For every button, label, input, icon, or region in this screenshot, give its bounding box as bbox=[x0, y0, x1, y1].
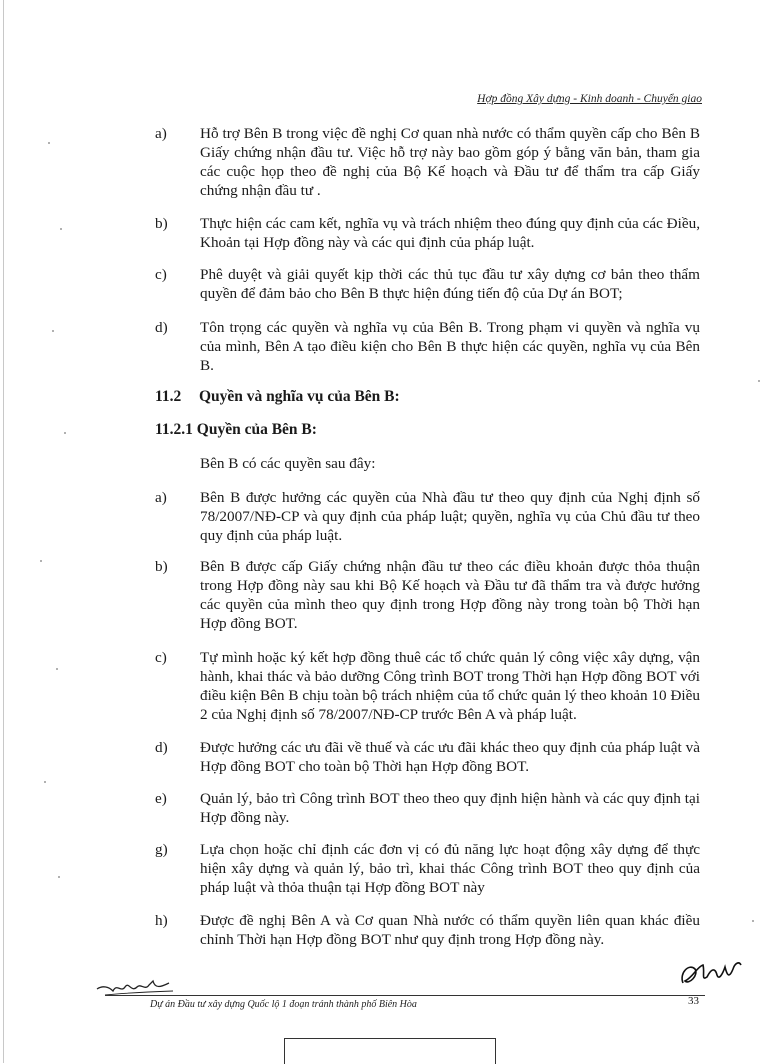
list-marker: d) bbox=[155, 739, 168, 756]
scan-speckle bbox=[56, 668, 58, 670]
list-marker: g) bbox=[155, 841, 168, 858]
list-item-text: Hỗ trợ Bên B trong việc đề nghị Cơ quan nhà nước có thẩm quyền cấp cho Bên B Giấy chứng nhận đầu tư. Việc hỗ trợ này bao gồm góp ý bằng văn bản, tham gia các cuộc họp theo đề nghị của Bộ Kế hoạch và Đầu tư để thẩm tra cấp Giấy chứng nhận đầu tư . bbox=[200, 125, 700, 199]
list-item bbox=[155, 648, 700, 724]
scan-speckle bbox=[48, 142, 50, 144]
list-item bbox=[155, 738, 700, 776]
list-item bbox=[155, 318, 700, 375]
list-item-text: Bên B được cấp Giấy chứng nhận đầu tư theo các điều khoản được thỏa thuận trong Hợp đồng này sau khi Bộ Kế hoạch và Đầu tư đã thẩm tra và được hưởng các quyền của mình theo quy định trong Hợp đồng này trong toàn bộ Thời hạn Hợp đồng BOT. bbox=[200, 558, 700, 632]
section-heading-11-2-1: 11.2.1 Quyền của Bên B: bbox=[155, 421, 317, 438]
scan-speckle bbox=[52, 330, 54, 332]
list-marker: a) bbox=[155, 125, 167, 142]
list-marker: c) bbox=[155, 649, 167, 666]
section-title: Quyền và nghĩa vụ của Bên B: bbox=[199, 388, 400, 405]
scan-speckle bbox=[40, 560, 42, 562]
section-heading-11-2 bbox=[155, 388, 400, 406]
initials-signature-right bbox=[675, 955, 745, 990]
list-item-text: Bên B được hưởng các quyền của Nhà đầu tư theo quy định của Nghị định số 78/2007/NĐ-CP và quy định của pháp luật; quyền, nghĩa vụ của Chủ đầu tư theo quy định của pháp luật. bbox=[200, 489, 700, 544]
list-marker: a) bbox=[155, 489, 167, 506]
list-item bbox=[155, 840, 700, 897]
list-item-text: Tôn trọng các quyền và nghĩa vụ của Bên B. Trong phạm vi quyền và nghĩa vụ của mình, Bên A tạo điều kiện cho Bên B thực hiện các quyền, nghĩa vụ của Bên B. bbox=[200, 319, 700, 374]
scan-speckle bbox=[752, 920, 754, 922]
page-number: 33 bbox=[688, 995, 699, 1007]
list-item-text: Lựa chọn hoặc chỉ định các đơn vị có đủ năng lực hoạt động xây dựng để thực hiện xây dựng và quản lý, bảo trì, khai thác Công trình BOT theo quy định của pháp luật và thỏa thuận tại Hợp đồng BOT này bbox=[200, 841, 700, 896]
scan-speckle bbox=[758, 380, 760, 382]
scan-speckle bbox=[44, 781, 46, 783]
list-item-text: Được đề nghị Bên A và Cơ quan Nhà nước có thẩm quyền liên quan khác điều chỉnh Thời hạn Hợp đồng BOT như quy định trong Hợp đồng này. bbox=[200, 912, 700, 948]
list-marker: b) bbox=[155, 558, 168, 575]
footer-project-name: Dự án Đầu tư xây dựng Quốc lộ 1 đoạn tránh thành phố Biên Hòa bbox=[150, 999, 417, 1010]
list-item bbox=[155, 557, 700, 633]
list-item bbox=[155, 488, 700, 545]
section-number: 11.2 bbox=[155, 388, 182, 405]
list-item bbox=[155, 214, 700, 252]
list-marker: d) bbox=[155, 319, 168, 336]
list-item bbox=[155, 124, 700, 200]
list-item-text: Quản lý, bảo trì Công trình BOT theo theo quy định hiện hành và các quy định tại Hợp đồng này. bbox=[200, 790, 700, 826]
running-header: Hợp đồng Xây dựng - Kinh doanh - Chuyển giao bbox=[477, 93, 702, 105]
scan-speckle bbox=[64, 432, 66, 434]
list-marker: e) bbox=[155, 790, 167, 807]
list-item-text: Phê duyệt và giải quyết kịp thời các thủ tục đầu tư xây dựng cơ bản theo thẩm quyền để đảm bảo cho Bên B thực hiện đúng tiến độ của Dự án BOT; bbox=[200, 266, 700, 302]
scan-edge bbox=[3, 0, 4, 1063]
scan-speckle bbox=[60, 228, 62, 230]
list-item-text: Thực hiện các cam kết, nghĩa vụ và trách nhiệm theo đúng quy định của các Điều, Khoản tại Hợp đồng này và các qui định của pháp luật. bbox=[200, 215, 700, 251]
scan-speckle bbox=[58, 876, 60, 878]
list-item bbox=[155, 265, 700, 303]
initials-signature-left bbox=[95, 975, 175, 1000]
list-item bbox=[155, 789, 700, 827]
intro-text: Bên B có các quyền sau đây: bbox=[200, 455, 376, 472]
list-item-text: Được hưởng các ưu đãi về thuế và các ưu đãi khác theo quy định của pháp luật và Hợp đồng BOT cho toàn bộ Thời hạn Hợp đồng BOT. bbox=[200, 739, 700, 775]
list-marker: b) bbox=[155, 215, 168, 232]
footer-divider bbox=[105, 995, 705, 996]
list-item-text: Tự mình hoặc ký kết hợp đồng thuê các tổ chức quản lý công việc xây dựng, vận hành, khai thác và bảo dưỡng Công trình BOT trong Thời hạn Hợp đồng BOT với điều kiện Bên B chịu toàn bộ trách nhiệm của tổ chức quản lý theo khoản 10 Điều 2 của Nghị định số 78/2007/NĐ-CP trước Bên A và pháp luật. bbox=[200, 649, 700, 723]
list-item bbox=[155, 911, 700, 949]
list-marker: h) bbox=[155, 912, 168, 929]
scan-frame-mark bbox=[284, 1038, 496, 1064]
list-marker: c) bbox=[155, 266, 167, 283]
